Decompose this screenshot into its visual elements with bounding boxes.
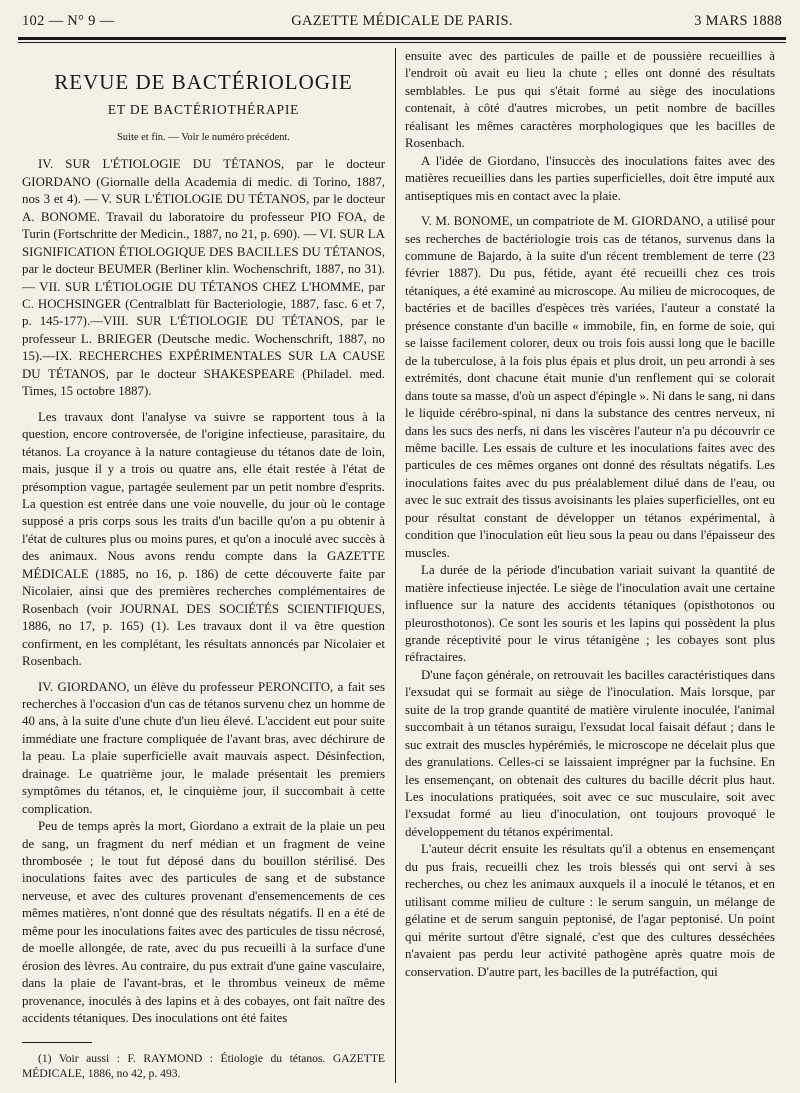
journal-title: GAZETTE MÉDICALE DE PARIS.: [291, 13, 513, 29]
paragraph: IV. GIORDANO, un élève du professeur PERONCITO, a fait ses recherches à l'occasion d'un cas de tétanos survenu chez un homme de 40 ans, à la suite d'une chute d'un lieu élevé. L'accident eut pour suite immédiate une fracture compliquée de l'avant bras, avec déchirure de la peau. La plaie superficielle avait mauvais aspect. Désinfection, drainage. Le quatrième jour, le malade présentait les premiers symptômes du tétanos, et, le cinquième jour, il succombait à cette complication.: [22, 679, 385, 816]
continuation-note: Suite et fin. — Voir le numéro précédent.: [116, 131, 291, 143]
footnote-rule: [22, 1042, 92, 1043]
paragraph: D'une façon générale, on retrouvait les bacilles caractéristiques dans l'exsudat qui se formait au siège de l'inoculation. Mais lorsque, par suite de la trop grande quantité de matière virulente inoculée, l'animal succombait à un tétanos suraigu, l'exsudat local faisait défaut ; dans le suc extrait des muscles hypérémiés, le microscope ne décelait plus que des granulations. Celles-ci se laissaient imprégner par la fuchsine. En les ensemençant, on obtenait des cultures du bacille décrit plus haut. Les inoculations pratiquées, soit avec ce suc musculaire, soit avec l'exsudat formé au lieu d'inoculation, ont toujours provoqué le développement du tétanos expérimental.: [405, 667, 775, 839]
paragraph: A l'idée de Giordano, l'insuccès des inoculations faites avec des matières recueillies dans les parties superficielles, doit être imputé aux antiseptiques mis en contact avec la plaie.: [405, 153, 775, 203]
paragraph: Les travaux dont l'analyse va suivre se rapportent tous à la question, encore controversée, de l'origine infectieuse, parasitaire, du tétanos. La croyance à la nature contagieuse du tétanos date de loin, mais, jusque il y a trois ou quatre ans, elle était restée à l'état de présomption vague, partagée seulement par un petit nombre d'esprits. La question est entrée dans une voie nouvelle, du jour où le contage supposé a pris corps sous les traits d'un bacille qu'on a pu obtenir à l'état de cultures plus ou moins pures, et qu'on a inoculé avec succès à des animaux. Nous avons rendu compte dans la GAZETTE MÉDICALE (1885, no 16, p. 186) de cette découverte faite par Nicolaier, ainsi que des premières recherches complémentaires de Rosenbach (voir JOURNAL DES SOCIÉTÉS SCIENTIFIQUES, 1886, no 17, p. 165) (1). Les travaux dont il va être question confirment, en les complétant, les résultats annoncés par Nicolaier et Rosenbach.: [22, 409, 385, 669]
page-number: 102 — N° 9 —: [22, 13, 115, 29]
paragraph: Peu de temps après la mort, Giordano a extrait de la plaie un peu de sang, un fragment du nerf médian et un fragment de veine thrombosée ; le tout fut déposé dans du bouillon stérilisé. Des inoculations faites avec des particules de sang et de substance nerveuse, et avec des cultures provenant d'ensemencements de ces mêmes matières, n'ont donné que des résultats négatifs. Il en a été de même pour les inoculations faites avec des particules de tissu nécrosé, de moelle allongée, de rate, avec du pus recueilli à la surface d'une érosion des lèvres. Au contraire, du pus extrait d'une gaine vasculaire, dans la plaie de l'avant-bras, et le thrombus veineux de même provenance, inoculés à des lapins et à des cobayes, ont fait naître des accidents tétaniques. Des inoculations ont été faites: [22, 819, 385, 1026]
paragraph: IV. SUR L'ÉTIOLOGIE DU TÉTANOS, par le docteur GIORDANO (Giornalle della Academia di medic. di Torino, 1887, nos 3 et 4). — V. SUR L'ÉTIOLOGIE DU TÉTANOS, par le docteur A. BONOME. Travail du laboratoire du professeur PIO FOA, de Turin (Fortschritte der Medicin., 1887, no 21, p. 690). — VI. SUR LA SIGNIFICATION ÉTIOLOGIQUE DES BACILLES DU TÉTANOS, par le docteur BEUMER (Berliner klin. Wochenschrift, 1887, no 31). — VII. SUR L'ÉTIOLOGIE DU TÉTANOS CHEZ L'HOMME, par C. HOCHSINGER (Centralblatt für Bacteriologie, 1887, fasc. 6 et 7, p. 145-177).—VIII. SUR L'ÉTIOLOGIE DU TÉTANOS, par le professeur L. BRIEGER (Deutsche medic. Wochenschrift, 1887, no 15).—IX. RECHERCHES EXPÉRIMENTALES SUR LA CAUSE DU TÉTANOS, par le docteur SHAKESPEARE (Philadel. med. Times, 15 octobre 1887).: [22, 157, 385, 399]
footnote: (1) Voir aussi : F. RAYMOND : Étiologie du tétanos. GAZETTE MÉDICALE, 1886, no 42, p. 493.: [22, 1051, 385, 1080]
column-divider: [395, 48, 396, 1083]
paragraph: La durée de la période d'incubation variait suivant la quantité de matière infectieuse injectée. Le siège de l'inoculation avait une certaine influence sur la nature des accidents tétaniques (opisthotonos ou pleurosthotonos). Ce sont les souris et les lapins qui possèdent la plus grande réceptivité pour le virus tétanigène ; les cobayes sont plus réfractaires.: [405, 563, 775, 665]
paragraph: L'auteur décrit ensuite les résultats qu'il a obtenus en ensemençant du pus frais, recueilli chez les trois blessés qui ont servi à ses recherches, ou chez les animaux auxquels il a inoculé le tétanos, et en utilisant comme milieu de culture : le serum sanguin, un mélange de gélatine et de serum sanguin peptonisé, de l'agar peptonisé. Un point qui mérite surtout d'être signalé, c'est que des cultures desséchées n'avaient pas perdu leur activité pathogène après quatre mois de conservation. D'autre part, les bacilles de la putréfaction, qui: [405, 842, 775, 979]
paragraph: V. M. BONOME, un compatriote de M. GIORDANO, a utilisé pour ses recherches de bactériologie trois cas de tétanos, survenus dans la commune de Bajardo, à la suite d'un récent tremblement de terre (23 février 1887). Du pus, fétide, ayant été recueilli chez ces trois tétaniques, a été examiné au microscope. Au milieu de microcoques, de bactéries et de bacilles d'espèces très variées, l'auteur a constaté la présence constante d'un bacille « immobile, fin, en forme de soie, qui se laisse facilement colorer, deux ou trois fois aussi long que le bacille de la tuberculose, à la fois plus épais et plus droit, un peu arrondi à ses extrémités, dont chacune était munie d'un renflement qui se colorait dans toute sa masse, d'où un aspect d'épingle ». Ni dans le sang, ni dans le liquide cérébro-spinal, ni dans la substance des centres nerveux, ni dans les sucs des nerfs, ni dans les viscères l'auteur n'a pu découvrir ce même bacille. Les essais de culture et les inoculations faites avec des particules de ces mêmes organes ont donné des résultats négatifs. Les inoculations faites avec du pus préalablement dilué dans de l'eau, ou avec le suc extrait des tissus avoisinants les plaies superficielles, ont eu pour résultat constant de développer un tétanos expérimental, à condition que l'inoculation eût lieu sous la peau ou dans l'épaisseur des muscles.: [405, 214, 775, 560]
section-subtitle: ET DE BACTÉRIOTHÉRAPIE: [107, 102, 300, 118]
header-rule-thin: [18, 42, 786, 43]
issue-date: 3 MARS 1888: [694, 13, 782, 29]
right-column: [405, 48, 775, 1061]
paragraph: ensuite avec des particules de paille et de poussière recueillies à l'endroit où avait eu lieu la chute ; elles ont donné des résultats semblables. Le pus qui s'était formé au siège des inoculations contenait, à côté d'autres microbes, un petit nombre de bacilles réalisant les mêmes caractères morphologiques que les bacilles de Rosenbach.: [405, 49, 775, 151]
header-rule-thick: [18, 37, 786, 40]
left-column: [22, 48, 385, 1080]
running-header: [18, 10, 786, 32]
section-title: REVUE DE BACTÉRIOLOGIE: [54, 70, 353, 94]
